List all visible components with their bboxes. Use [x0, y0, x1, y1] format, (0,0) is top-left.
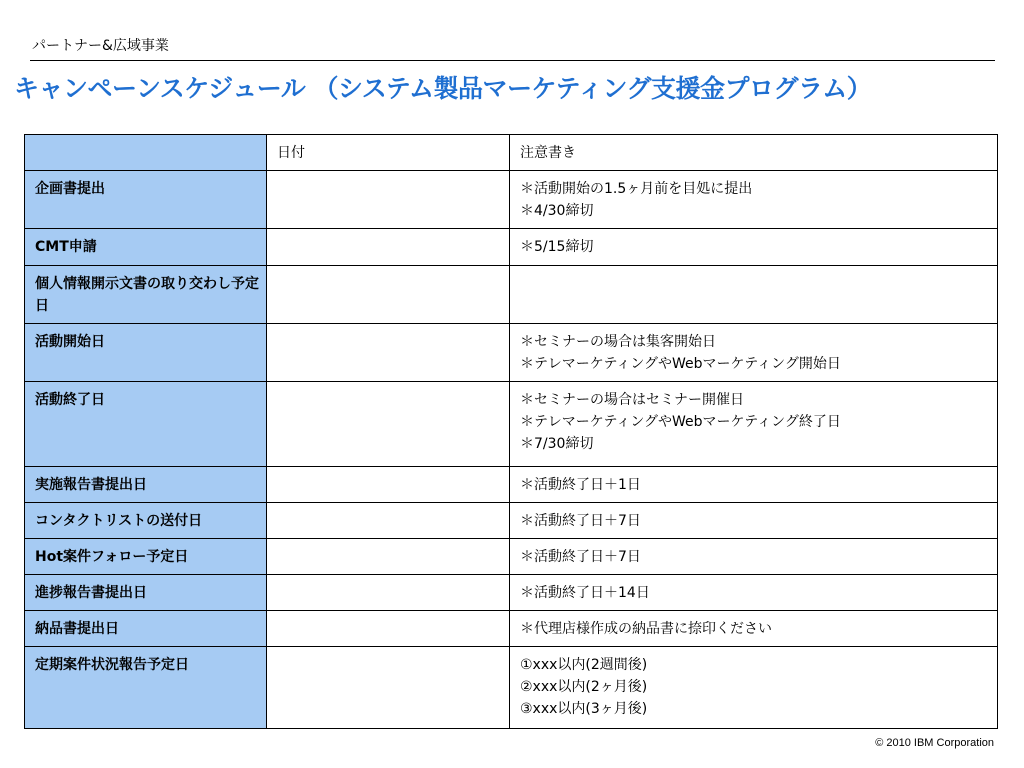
schedule-item: 活動終了日 — [25, 382, 267, 467]
header-cell-notes: 注意書き — [510, 135, 998, 171]
section-label: パートナー&広域事業 — [32, 38, 169, 54]
header-divider — [30, 60, 995, 61]
copyright: © 2010 IBM Corporation — [875, 737, 994, 749]
table-row — [25, 324, 998, 382]
schedule-item: 進捗報告書提出日 — [25, 575, 267, 611]
schedule-table-body — [25, 171, 998, 729]
note-line: ＊活動終了日＋7日 — [520, 549, 641, 565]
date-input-cell[interactable] — [267, 647, 510, 729]
table-row — [25, 467, 998, 503]
note-line: ③xxx以内(3ヶ月後) — [520, 701, 648, 717]
page-title: キャンペーンスケジュール （システム製品マーケティング支援金プログラム） — [14, 74, 872, 103]
notes-cell — [510, 503, 998, 539]
schedule-item: 納品書提出日 — [25, 611, 267, 647]
notes-cell — [510, 575, 998, 611]
note-line: ＊5/15締切 — [520, 239, 594, 255]
notes-cell — [510, 382, 998, 467]
notes-cell — [510, 229, 998, 266]
note-line: ＊テレマーケティングやWebマーケティング終了日 — [520, 414, 841, 430]
note-line: ＊セミナーの場合はセミナー開催日 — [520, 392, 744, 408]
schedule-item: 企画書提出 — [25, 171, 267, 229]
note-line: ①xxx以内(2週間後) — [520, 657, 648, 673]
note-line: ＊7/30締切 — [520, 436, 594, 452]
table-row — [25, 647, 998, 729]
date-input-cell[interactable] — [267, 229, 510, 266]
note-line: ②xxx以内(2ヶ月後) — [520, 679, 648, 695]
notes-cell — [510, 266, 998, 324]
notes-cell — [510, 171, 998, 229]
note-line: ＊代理店様作成の納品書に捺印ください — [520, 621, 772, 637]
notes-cell — [510, 324, 998, 382]
schedule-item: 個人情報開示文書の取り交わし予定日 — [25, 266, 267, 324]
date-input-cell[interactable] — [267, 266, 510, 324]
schedule-item: コンタクトリストの送付日 — [25, 503, 267, 539]
note-line: ＊テレマーケティングやWebマーケティング開始日 — [520, 356, 841, 372]
date-input-cell[interactable] — [267, 503, 510, 539]
note-line: ＊セミナーの場合は集客開始日 — [520, 334, 716, 350]
date-input-cell[interactable] — [267, 467, 510, 503]
schedule-item: CMT申請 — [25, 229, 267, 266]
note-line: ＊活動終了日＋1日 — [520, 477, 641, 493]
table-row — [25, 266, 998, 324]
date-input-cell[interactable] — [267, 382, 510, 467]
table-row — [25, 539, 998, 575]
schedule-item: Hot案件フォロー予定日 — [25, 539, 267, 575]
notes-cell — [510, 647, 998, 729]
table-row — [25, 611, 998, 647]
table-row — [25, 382, 998, 467]
table-row — [25, 503, 998, 539]
note-line: ＊活動終了日＋7日 — [520, 513, 641, 529]
date-input-cell[interactable] — [267, 611, 510, 647]
date-input-cell[interactable] — [267, 575, 510, 611]
notes-cell — [510, 611, 998, 647]
notes-cell — [510, 467, 998, 503]
date-input-cell[interactable] — [267, 539, 510, 575]
date-input-cell[interactable] — [267, 324, 510, 382]
table-row — [25, 575, 998, 611]
table-row — [25, 171, 998, 229]
schedule-item: 定期案件状況報告予定日 — [25, 647, 267, 729]
header-cell-date: 日付 — [267, 135, 510, 171]
note-line: ＊4/30締切 — [520, 203, 594, 219]
date-input-cell[interactable] — [267, 171, 510, 229]
header-cell-item — [25, 135, 267, 171]
schedule-item: 実施報告書提出日 — [25, 467, 267, 503]
table-row — [25, 229, 998, 266]
table-header-row — [25, 135, 998, 171]
schedule-item: 活動開始日 — [25, 324, 267, 382]
notes-cell — [510, 539, 998, 575]
note-line: ＊活動終了日＋14日 — [520, 585, 650, 601]
note-line: ＊活動開始の1.5ヶ月前を目処に提出 — [520, 181, 753, 197]
schedule-table — [24, 134, 998, 729]
